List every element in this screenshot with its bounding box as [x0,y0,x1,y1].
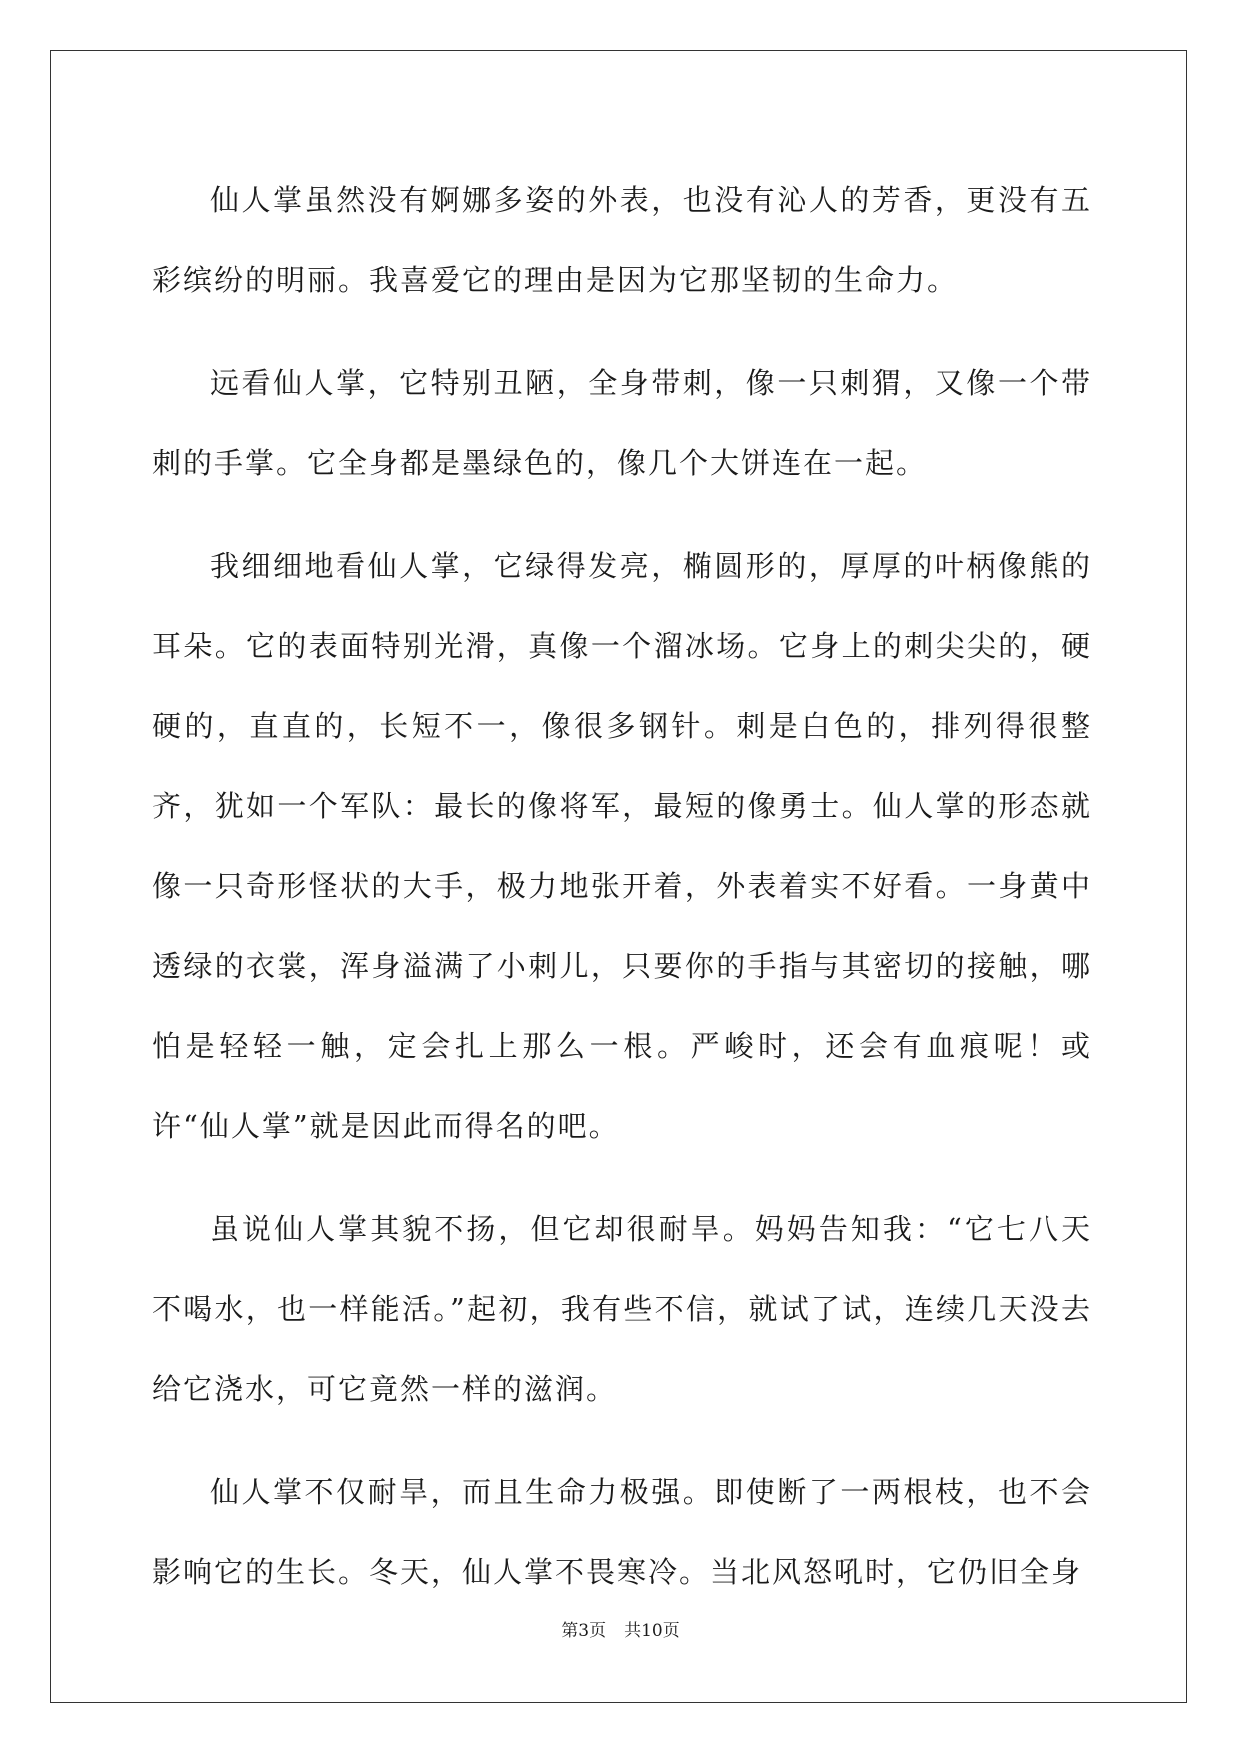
document-body [152,160,1092,1635]
page-number-current: 第3页 [561,1621,607,1641]
paragraph-4: 虽说仙人掌其貌不扬，但它却很耐旱。妈妈告知我：“它七八天不喝水，也一样能活。”起初，我有些不信，就试了试，连续几天没去给它浇水，可它竟然一样的滋润。 [152,1212,1092,1406]
paragraph-1: 仙人掌虽然没有婀娜多姿的外表，也没有沁人的芳香，更没有五彩缤纷的明丽。我喜爱它的理由是因为它那坚韧的生命力。 [152,183,1092,297]
paragraph-3: 我细细地看仙人掌，它绿得发亮，椭圆形的，厚厚的叶柄像熊的耳朵。它的表面特别光滑，真像一个溜冰场。它身上的刺尖尖的，硬硬的，直直的，长短不一，像很多钢针。刺是白色的，排列得很整齐，犹如一个军队：最长的像将军，最短的像勇士。仙人掌的形态就像一只奇形怪状的大手，极力地张开着，外表着实不好看。一身黄中透绿的衣裳，浑身溢满了小刺儿，只要你的手指与其密切的接触，哪怕是轻轻一触，定会扎上那么一根。严峻时，还会有血痕呢！或许“仙人掌”就是因此而得名的吧。 [152,549,1092,1143]
page-number-total: 共10页 [624,1621,680,1641]
page-footer [0,1620,1241,1642]
paragraph-2: 远看仙人掌，它特别丑陋，全身带刺，像一只刺猬，又像一个带刺的手掌。它全身都是墨绿色的，像几个大饼连在一起。 [152,366,1092,480]
paragraph-5: 仙人掌不仅耐旱，而且生命力极强。即使断了一两根枝，也不会影响它的生长。冬天，仙人掌不畏寒冷。当北风怒吼时，它仍旧全身 [152,1475,1092,1589]
